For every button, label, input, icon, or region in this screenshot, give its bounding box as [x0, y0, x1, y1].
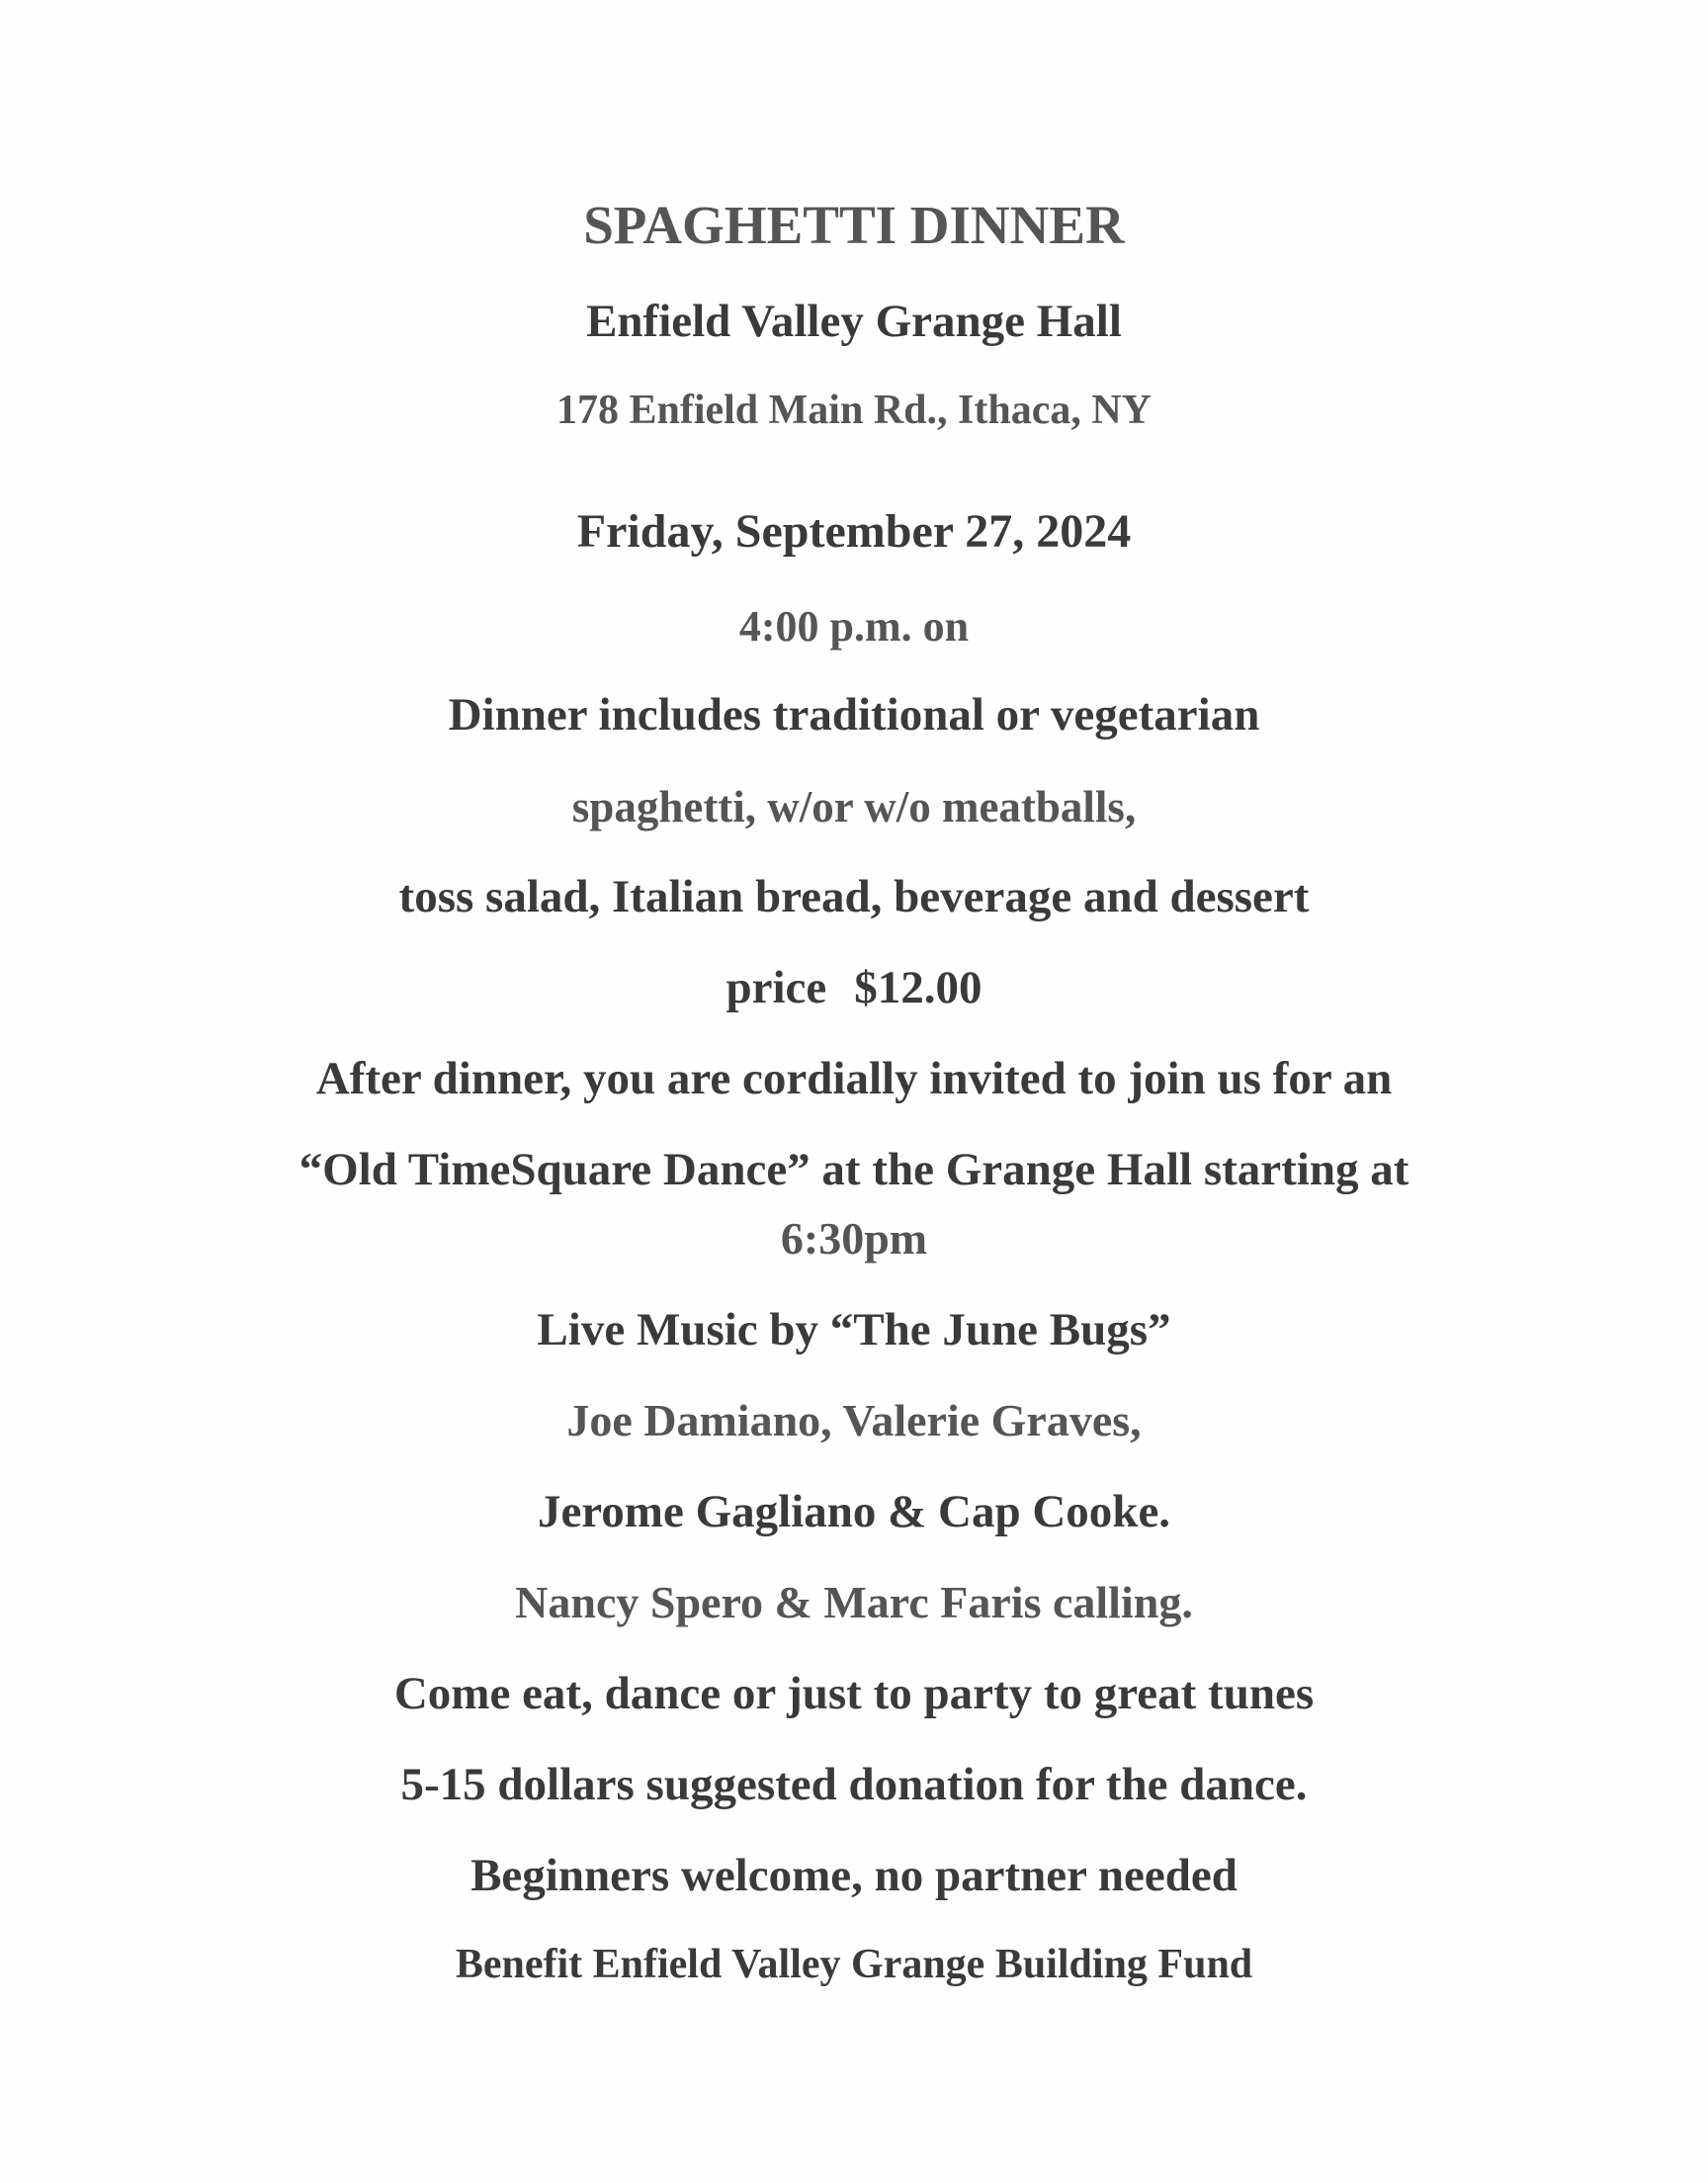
dance-start-time: 6:30pm	[780, 1213, 928, 1264]
beginners-line: Beginners welcome, no partner needed	[470, 1850, 1238, 1901]
invite-line-2: “Old TimeSquare Dance” at the Grange Hall starting at	[299, 1144, 1409, 1195]
benefit-line: Benefit Enfield Valley Grange Building Fund	[455, 1942, 1253, 1987]
event-time: 4:00 p.m. on	[738, 602, 970, 651]
menu-line-2: spaghetti, w/or w/o meatballs,	[571, 782, 1137, 831]
menu-line-3: toss salad, Italian bread, beverage and dessert	[398, 871, 1310, 922]
party-line: Come eat, dance or just to party to great tunes	[393, 1668, 1315, 1719]
price-value: $12.00	[854, 962, 982, 1013]
invite-line-1: After dinner, you are cordially invited to join us for an	[315, 1053, 1393, 1104]
donation-line: 5-15 dollars suggested donation for the dance.	[400, 1759, 1308, 1810]
price-row	[0, 962, 1708, 1013]
menu-line-1: Dinner includes traditional or vegetarian	[448, 689, 1260, 741]
price-label: price	[726, 962, 827, 1013]
live-music: Live Music by “The June Bugs”	[537, 1304, 1171, 1355]
venue-name: Enfield Valley Grange Hall	[586, 296, 1122, 347]
musicians-line-1: Joe Damiano, Valerie Graves,	[566, 1395, 1142, 1445]
venue-address: 178 Enfield Main Rd., Ithaca, NY	[555, 388, 1153, 433]
musicians-line-2: Jerome Gagliano & Cap Cooke.	[537, 1486, 1171, 1537]
event-date: Friday, September 27, 2024	[576, 505, 1132, 558]
flyer-title: SPAGHETTI DINNER	[583, 195, 1125, 255]
callers: Nancy Spero & Marc Faris calling.	[515, 1577, 1193, 1627]
